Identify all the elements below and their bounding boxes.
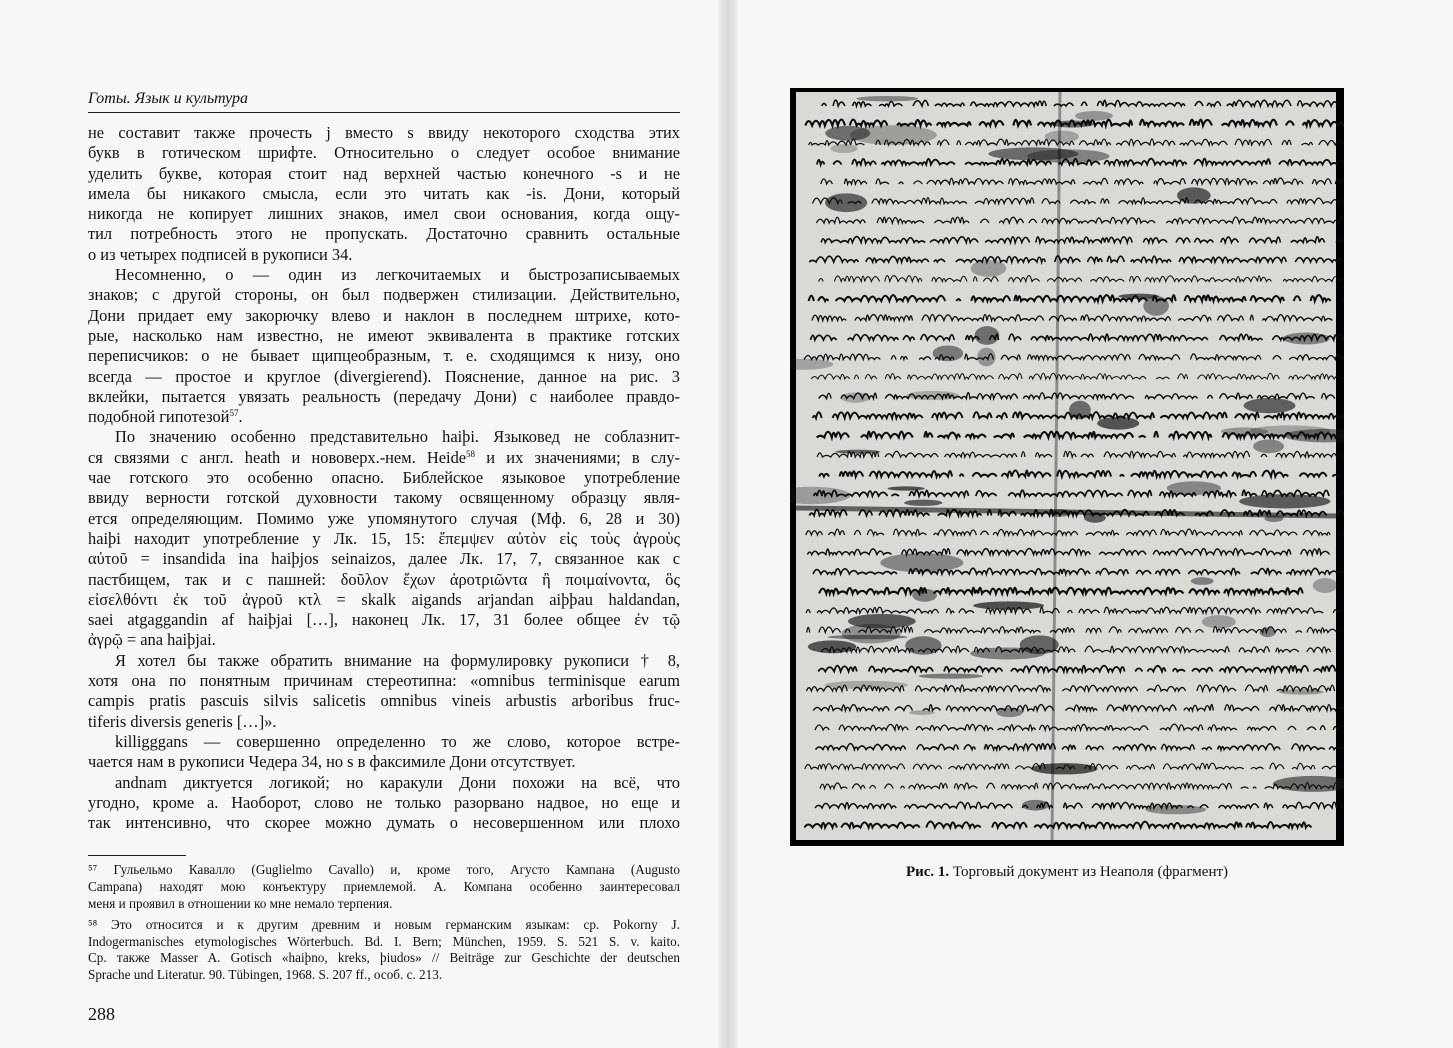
text-line: подобной гипотезой$^{57}$.	[88, 407, 243, 427]
footnote-ref: 57	[229, 408, 239, 419]
manuscript-image	[790, 88, 1344, 846]
left-page	[88, 90, 680, 988]
text-line: переписчиков: o не бывает щипцеобразным, т. е. сходящимся к низу, оно	[88, 346, 680, 366]
text-line: campis pratis pascuis silvis salicetis omnibus vineis arbustis arboribus fruc-	[88, 691, 680, 711]
text-line: Я хотел бы также обратить внимание на формулировку рукописи † 8,	[115, 650, 680, 670]
text-line: так интенсивно, что скорее можно думать о несовершенном или плохо	[88, 813, 680, 833]
footnote-rule	[88, 855, 186, 856]
text-line: угодно, кроме a. Наоборот, слово не только разорвано надвое, но еще и	[88, 792, 680, 812]
figure-caption	[790, 864, 1344, 881]
footnote-ref: 58	[466, 448, 476, 459]
text-line: имела бы никакого смысла, если это читать как -is. Дони, который	[88, 183, 680, 203]
footnote-line: ⁵⁷ Гульельмо Кавалло (Guglielmo Cavallo) и, кроме того, Агусто Кампана (Augusto	[88, 862, 680, 878]
text-line: По значению особенно представительно haiþi. Языковед не соблазнит-	[115, 427, 680, 447]
text-line: εἰσελθόντι ἐκ τοῦ ἀγροῦ κτλ = skalk aigands arjandan aiþþau haldandan,	[88, 589, 680, 609]
footnote-line: ⁵⁸ Это относится и к другим древним и новым германским языкам: ср. Pokorny J.	[88, 916, 680, 932]
text-line: haiþi находит употребление у Лк. 15, 15: ἔπεμψεν αὐτὸν εἰς τοὺς ἀγροὺς	[88, 528, 680, 548]
text-line: пастбищем, так и с пашней: δοῦλον ἔχων ἀροτριῶντα ἢ ποιμαίνοντα, ὃς	[88, 569, 680, 589]
manuscript-photo	[790, 88, 1344, 846]
text-line: рые, насколько нам известно, не имеют эквивалента в практике готских	[88, 325, 680, 345]
text-line: ввиду верности готской духовности такому освященному образцу явля-	[88, 488, 680, 508]
text-line: ἀγρῷ = ana haiþjai.	[88, 630, 216, 650]
text-line: не составит также прочесть j вместо s ввиду некоторого сходства этих	[88, 123, 680, 142]
text-line: o из четырех подписей в рукописи 34.	[88, 244, 353, 264]
text-line: всегда — простое и круглое (divergierend). Пояснение, данное на рис. 3	[88, 366, 680, 386]
body-text	[88, 123, 680, 833]
footnote-line: Campana) находят мою конъектуру приемлемой. А. Компана особенно заинтересовал	[88, 879, 680, 895]
running-header: Готы. Язык и культура	[88, 90, 680, 113]
text-line: killigggans — совершенно определенно то же слово, которое встре-	[115, 731, 680, 751]
text-line: αὐτοῦ = insandida ina haiþjos seinaizos, далее Лк. 17, 7, связанное как с	[88, 549, 680, 569]
caption-label: Рис. 1.	[905, 864, 950, 880]
text-line: andnam диктуется логикой; но каракули Дони похожи на всё, что	[115, 772, 680, 792]
footnote	[88, 862, 680, 912]
text-line: Дони придает ему закорючку влево и наклон в последнем штрихе, кото-	[88, 305, 680, 325]
text-line: ся связями с англ. heath и нововерх.-нем. Heide$^{58}$ и их значениями; в слу-	[88, 447, 680, 467]
footnote	[88, 917, 680, 984]
text-line: никогда не копирует лишних знаков, имел свои основания, когда ощу-	[88, 204, 680, 224]
text-line: вклейки, пытается увязать реальность (передачу Дони) с наиболее правдо-	[88, 386, 680, 406]
text-line: букв в готическом шрифте. Относительно o следует особое внимание	[88, 143, 680, 163]
text-line: saei atgaggandin af haiþjai […], наконец Лк. 17, 31 более общее ἐν τῷ	[88, 610, 680, 630]
text-line: уделить букве, которая стоит над верхней частью конечного -s и не	[88, 163, 680, 183]
text-line: чае готского это особенно опасно. Библейское языковое употребление	[88, 468, 680, 488]
footnote-line: Indogermanisches etymologisches Wörterbuch. Bd. I. Bern; München, 1959. S. 521 S. v. kaito.	[88, 933, 680, 949]
text-line: тил потребность этого не пропускать. Достаточно сравнить остальные	[88, 224, 680, 244]
page-gutter	[718, 0, 738, 1048]
footnote-line: Sprache und Literatur. 90. Tübingen, 1968. S. 207 ff., особ. с. 213.	[88, 967, 443, 983]
text-line: хотя она по понятным причинам стереотипна: «omnibus terminisque earum	[88, 671, 680, 691]
text-line: чается нам в рукописи Чедера 34, но s в факсимиле Дони отсутствует.	[88, 752, 576, 772]
text-line: ется определяющим. Помимо уже упомянутого случая (Мф. 6, 28 и 30)	[88, 508, 680, 528]
caption-text: Торговый документ из Неаполя (фрагмент)	[949, 864, 1229, 880]
footnote-line: Ср. также Masser A. Gotisch «haiþno, kreks, þiudos» // Beiträge zur Geschichte der deutschen	[88, 950, 680, 966]
footnote-line: меня и проявил в отношении ко мне немало терпения.	[88, 895, 393, 911]
text-line: знаков; с другой стороны, он был подвержен стилизации. Действительно,	[88, 285, 680, 305]
footnotes	[88, 862, 680, 984]
text-line: tiferis diversis generis […]».	[88, 711, 277, 731]
page-number: 288	[88, 1004, 115, 1024]
text-line: Несомненно, o — один из легкочитаемых и быстрозаписываемых	[115, 265, 680, 285]
